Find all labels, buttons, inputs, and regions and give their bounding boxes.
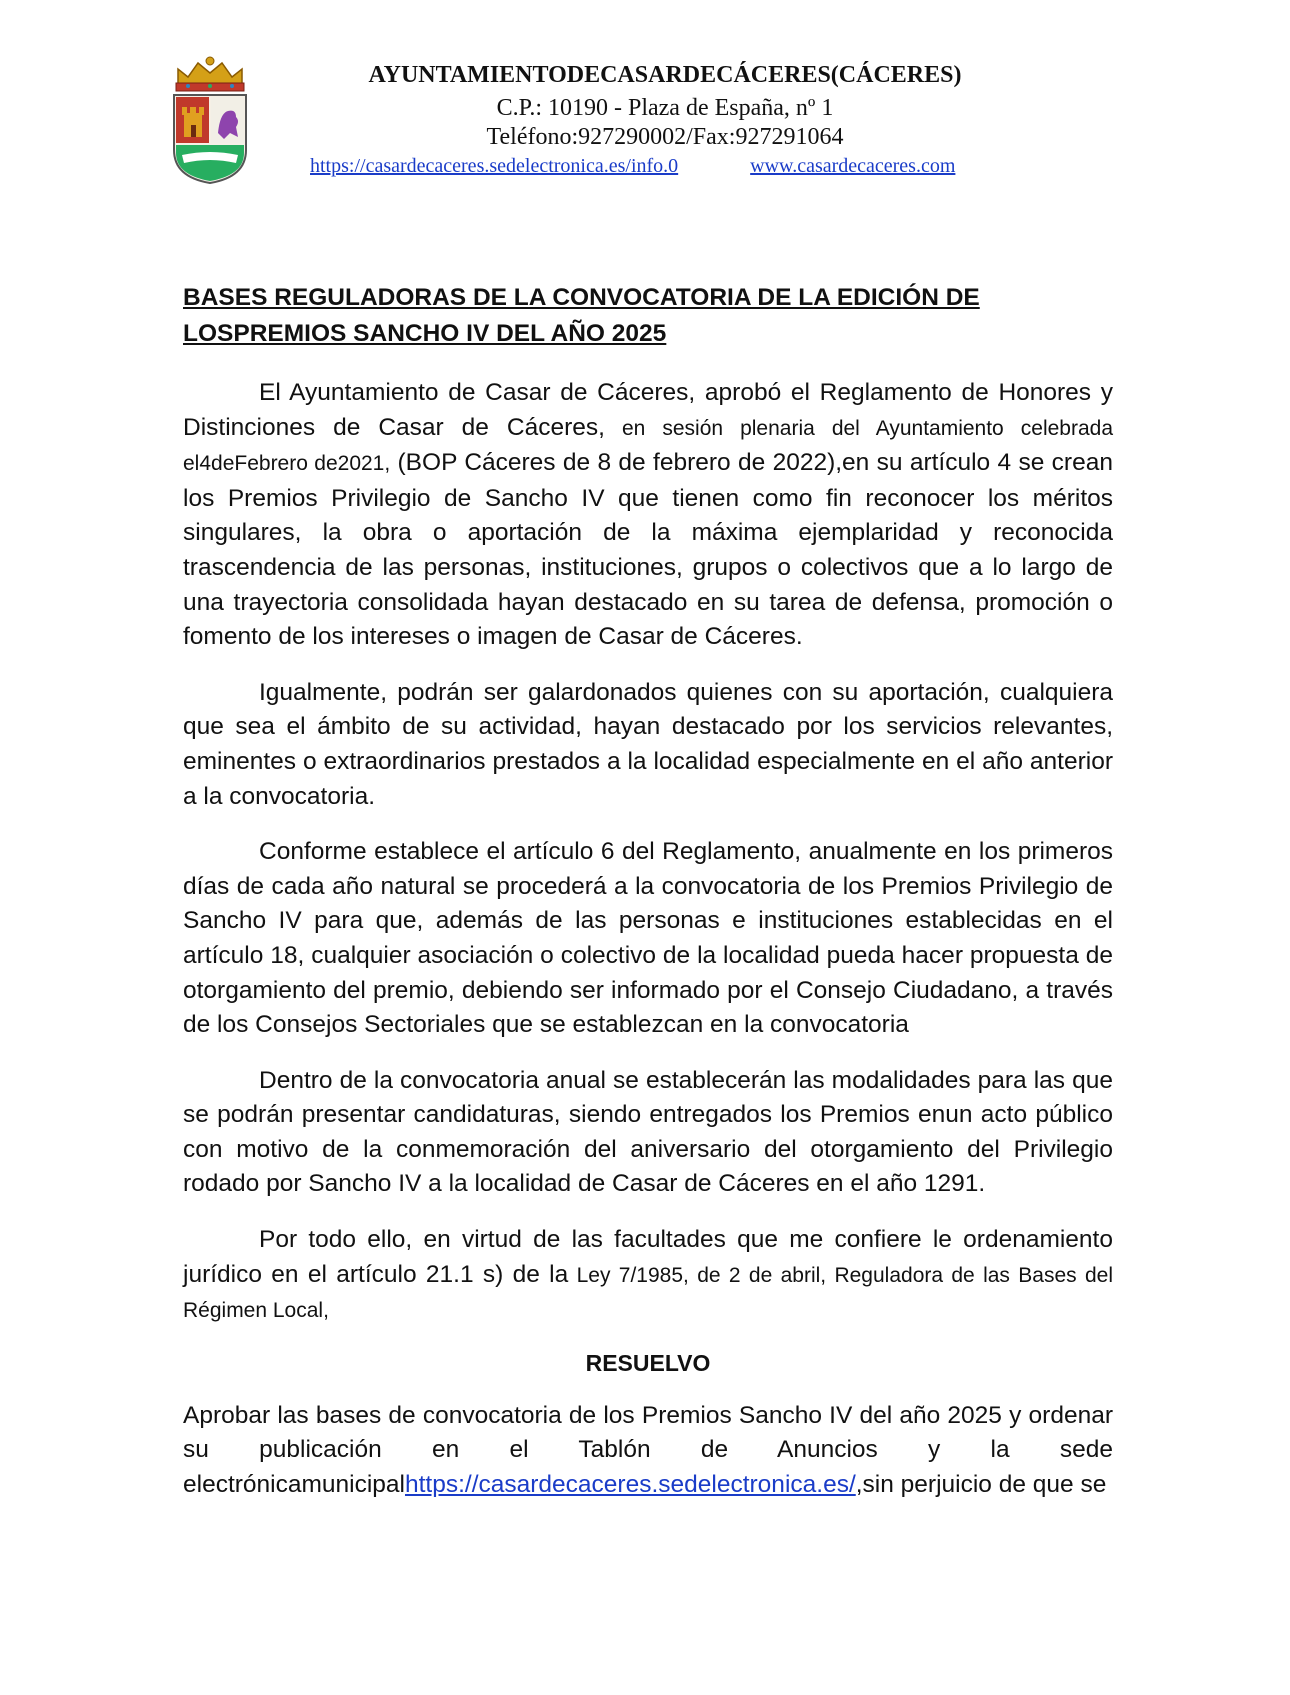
paragraph-1-small: en sesión plenaria del Ayuntamiento celebrada el4deFebrero de2021,: [183, 416, 1113, 476]
sede-url-link[interactable]: https://casardecaceres.sedelectronica.es/: [404, 1471, 856, 1499]
title-line-2: LOSPREMIOS SANCHO IV DEL AÑO 2025: [183, 320, 667, 347]
paragraph-1-part-a: El Ayuntamiento de Casar de Cáceres, aprobó el Reglamento de Honores y Distinciones de Casar de Cáceres,: [183, 379, 1113, 441]
paragraph-2: Igualmente, podrán ser galardonados quienes con su aportación, cualquiera que sea el ámbito de su actividad, hayan destacado por los servicios relevantes, eminentes o extraordinarios prestados a la localidad especialmente en el año anterior a la convocatoria.: [183, 678, 1113, 810]
paragraph-5-part-a: Por todo ello, en virtud de las facultades que me confiere le ordenamiento jurídico en el artículo 21.1 s) de la: [183, 1226, 1113, 1288]
resuelvo-heading: RESUELVO: [585, 1349, 711, 1376]
paragraph-3: Conforme establece el artículo 6 del Reglamento, anualmente en los primeros días de cada año natural se procederá a la convocatoria de los Premios Privilegio de Sancho IV para que, además de las personas e instituciones establecidas en el artículo 18, cualquier asociación o colectivo de la localidad pueda hacer propuesta de otorgamiento del premio, debiendo ser informado por el Consejo Ciudadano, a través de los Consejos Sectoriales que se establezcan en la convocatoria: [183, 838, 1113, 1039]
paragraph-5-small: Ley 7/1985, de 2 de abril, Reguladora de las Bases del Régimen Local,: [183, 1263, 1113, 1323]
paragraph-1: [183, 376, 1113, 655]
phone-fax: Teléfono:927290002/Fax:927291064: [486, 124, 844, 150]
municipality-name: AYUNTAMIENTODECASARDECÁCERES(CÁCERES): [368, 62, 962, 88]
header-links: [310, 155, 955, 178]
website-link[interactable]: www.casardecaceres.com: [750, 155, 956, 177]
document-body: [183, 280, 1113, 1524]
sede-electronica-link[interactable]: https://casardecaceres.sedelectronica.es/info.0: [310, 155, 679, 177]
paragraph-1-part-b: (BOP Cáceres de 8 de febrero de 2022),en su artículo 4 se crean los Premios Privilegio de Sancho IV que tienen como fin reconocer los méritos singulares, la obra o aportación de la máxima ejemplaridad y reconocida trascendencia de las personas, instituciones, grupos o colectivos que a lo largo de una trayectoria consolidada hayan destacado en su tarea de defensa, promoción o fomento de los intereses o imagen de Casar de Cáceres.: [183, 449, 1113, 651]
paragraph-5: [183, 1223, 1113, 1329]
paragraph-6: [183, 1399, 1113, 1503]
postal-address: C.P.: 10190 - Plaza de España, nº 1: [496, 95, 834, 121]
paragraph-4: Dentro de la convocatoria anual se establecerán las modalidades para las que se podrán presentar candidaturas, siendo entregados los Premios enun acto público con motivo de la conmemoración del aniversario del otorgamiento del Privilegio rodado por Sancho IV a la localidad de Casar de Cáceres en el año 1291.: [183, 1066, 1113, 1198]
document-title: [183, 280, 1113, 352]
paragraph-6-part-a: Aprobar las bases de convocatoria de los Premios Sancho IV del año 2025 y ordenar su publicación en el Tablón de Anuncios y la sede electrónicamunicipal: [183, 1401, 1113, 1499]
paragraph-6-part-b: ,sin perjuicio de que se: [855, 1471, 1107, 1499]
letterhead: [0, 0, 1290, 200]
title-line-1: BASES REGULADORAS DE LA CONVOCATORIA DE LA EDICIÓN DE: [183, 284, 980, 311]
